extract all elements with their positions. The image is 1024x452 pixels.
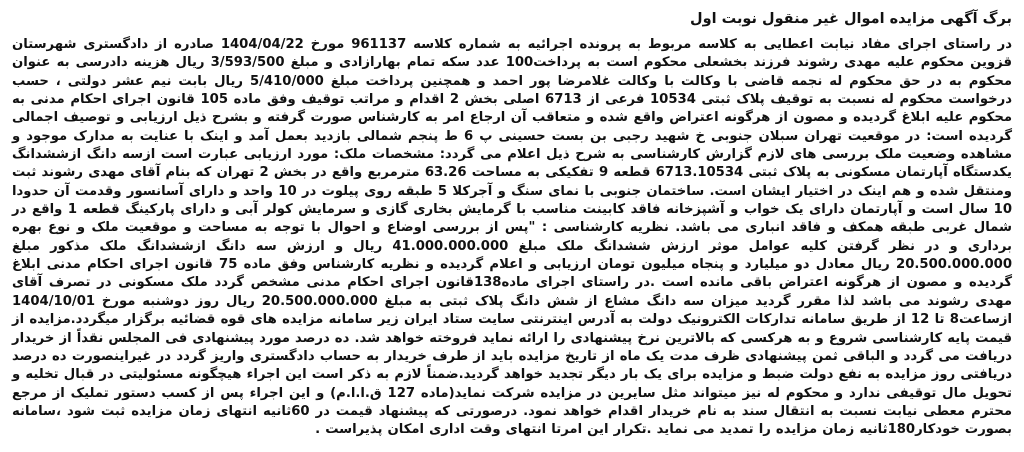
notice-title: برگ آگهی مزایده اموال غیر منقول نوبت اول — [690, 11, 1012, 27]
notice-body: در راستای اجرای مفاد نیابت اعطایی به کلاسه مربوط به پرونده اجرائیه به شماره کلاسه 961137 مورخ 1404/04/22 صادره از دادگستری شهرستان قزوین محکوم علیه مهدی رشوند فرزند بخشعلی محکوم است به پرداخت100 عدد سکه تمام بهارازادی و مبلغ 3/593/500 ریال هزینه دادرسی به عنوان محکوم به در حق محکوم له نجمه قاضی با وکالت با وکالت غلامرضا پور احمد و همچنین پرداخت مبلغ 5/410/000 ریال بابت نیم عشر دولتی ، حسب درخواست محکوم له نسبت به توقیف پلاک ثبتی 10534 فرعی از 6713 اصلی بخش 2 اقدام و مراتب توقیف وفق ماده 105 قانون اجرای احکام مدنی به محکوم علیه ابلاغ گردیده و مصون از هرگونه اعتراض واقع شده و متعاقب آن ارجاع امر به کارشناس صورت گرفته و بشرح ذیل ارزیابی و توصیف اجمالی گردیده است: در موقعیت تهران سبلان جنوبی خ شهید رجبی بن بست حسینی پ 6 ط پنجم شمالی بازدید بعمل آمد و اینک با عنایت به مدارک موجود و مشاهده وضعیت ملک بررسی های لازم گزارش کارشناسی به شرح ذیل اعلام می گردد: مشخصات ملک: مورد ارزیابی عبارت است ازسه دانگ ازششدانگ یکدستگاه آپارتمان مسکونی به پلاک ثبتی 6713.10534 قطعه 9 تفکیکی به مساحت 63.26 مترمربع واقع در بخش 2 تهران که بنام آقای مهدی رشوند ثبت ومنتقل شده و هم اینک در اختیار ایشان است. ساختمان جنوبی با نمای سنگ و آجرکلا 5 طبقه روی پیلوت در 10 واحد و دارای آسانسور وقدمت آن حدودا 10 سال است و آپارتمان دارای یک خواب و آشپزخانه فاقد کابینت مناسب با گرمایش بخاری گازی و سرمایش کولر آبی و دارای پارکینگ قطعه 1 واقع در شمال غربی طبقه همکف و فاقد انباری می باشد. نظریه کارشناسی : "پس از بررسی اوضاع و احوال با توجه به مساحت و موقعیت ملک و نوع بهره برداری و در نظر گرفتن کلیه عوامل موثر ارزش ششدانگ ملک مبلغ 41.000.000.000 ریال و ارزش سه دانگ ازششدانگ ملک مذکور مبلغ 20.500.000.000 ریال معادل دو میلیارد و پنجاه میلیون تومان ارزیابی و اعلام گردیده و نظریه کارشناس وفق ماده 75 قانون اجرای احکام مدنی ابلاغ گردیده و مصون از هرگونه اعتراض باقی مانده است .در راستای اجرای ماده138قانون اجرای احکام مدنی مشخص گردد ملک مسکونی در تصرف آقای مهدی رشوند می باشد لذا مقرر گردید میزان سه دانگ مشاع از شش دانگ پلاک ثبتی به مبلغ 20.500.000.000 ریال روز دوشنبه مورخ 1404/10/01 ازساعت8 تا 12 از طریق سامانه تدارکات الکترونیک دولت به آدرس اینترنتی سایت ستاد ایران زیر سامانه مزایده های قوه قضائیه برگزار میگردد.مزایده از قیمت پایه کارشناسی شروع و به هرکسی که بالاترین نرخ پیشنهادی را ارائه نماید فروخته خواهد شد. ده درصد مورد پیشنهادی فی المجلس نقداً از خریدار دریافت می گردد و الباقی ثمن پیشنهادی ظرف مدت یک ماه از تاریخ مزایده باید از طرف خریدار به حساب دادگستری واریز گردد در غیراینصورت ده درصد دریافتی روز مزایده به نفع دولت ضبط و مزایده برای یک بار دیگر تجدید خواهد گردید.ضمناً لازم به ذکر است این اجراء هیچگونه مسئولیتی در قبال تخلیه و تحویل مال توقیفی ندارد و محکوم له نیز میتواند مثل سایرین در مزایده شرکت نماید(ماده 127 ق.ا.ا.م) و این اجراء پس از کسب دستور تملیک از مرجع محترم معطی نیابت نسبت به انتقال سند به نام خریدار اقدام خواهد نمود. درصورتی که پیشنهاد قیمت در 60ثانیه انتهای زمان مزایده ثبت شود ،سامانه بصورت خودکار180ثانیه زمان مزایده را تمدید می نماید .تکرار این امرتا انتهای وقت اداری امکان پذیراست . — [12, 37, 1013, 438]
